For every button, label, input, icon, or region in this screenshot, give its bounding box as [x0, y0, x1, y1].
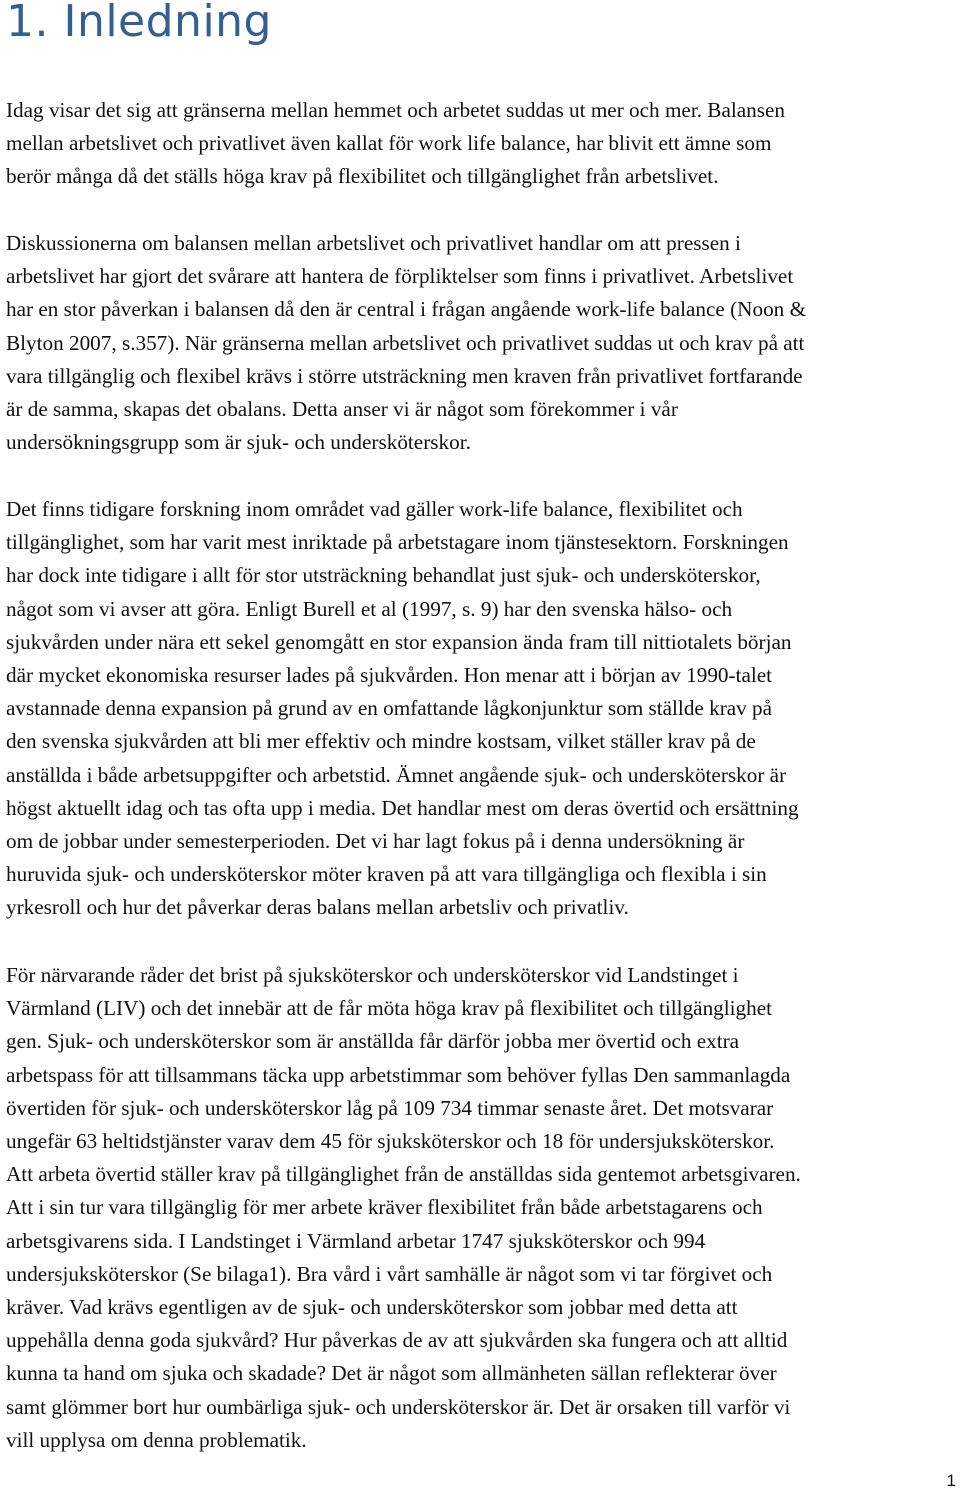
text-line: Att arbeta övertid ställer krav på tillgänglighet från de anställdas sida gentemot arbetsgivaren. [6, 1162, 801, 1187]
text-line: Det finns tidigare forskning inom området vad gäller work-life balance, flexibilitet och [6, 497, 743, 521]
text-line: undersjuksköterskor (Se bilaga1). Bra vård i vårt samhälle är något som vi tar förgivet och [6, 1261, 773, 1286]
page-number: 1 [946, 1471, 956, 1490]
text-line: Idag visar det sig att gränserna mellan hemmet och arbetet suddas ut mer och mer. Balansen [6, 98, 785, 122]
text-line: arbetsgivarens sida. I Landstinget i Värmland arbetar 1747 sjuksköterskor och 994 [6, 1228, 706, 1253]
text-line: mellan arbetslivet och privatlivet även kallat för work life balance, har blivit ett ämne som [6, 131, 772, 156]
text-line: huruvida sjuk- och undersköterskor möter kraven på att vara tillgängliga och flexibla i sin [6, 862, 767, 887]
text-line: uppehålla denna goda sjukvård? Hur påverkas de av att sjukvården ska fungera och att alltid [6, 1328, 788, 1353]
text-line: anställda i både arbetsuppgifter och arbetstid. Ämnet angående sjuk- och undersköterskor är [6, 762, 787, 787]
text-line: Att i sin tur vara tillgänglig för mer arbete kräver flexibilitet från både arbetstagarens och [6, 1195, 763, 1220]
text-line: Diskussionerna om balansen mellan arbetslivet och privatlivet handlar om att pressen i [6, 231, 741, 255]
text-line: har en stor påverkan i balansen då den är central i frågan angående work-life balance (Noon & [6, 297, 807, 322]
text-line: Värmland (LIV) och det innebär att de får möta höga krav på flexibilitet och tillgänglighet [6, 996, 773, 1021]
text-line: tillgänglighet, som har varit mest inriktade på arbetstagare inom tjänstesektorn. Forskningen [6, 530, 789, 555]
text-line: har dock inte tidigare i allt för stor utsträckning behandlat just sjuk- och undersköterskor, [6, 563, 761, 588]
text-line: arbetspass för att tillsammans täcka upp arbetstimmar som behöver fyllas Den sammanlagda [6, 1062, 791, 1087]
text-line: något som vi avser att göra. Enligt Burell et al (1997, s. 9) har den svenska hälso- och [6, 596, 733, 621]
text-line: yrkesroll och hur det påverkar deras balans mellan arbetsliv och privatliv. [6, 895, 629, 920]
text-line: arbetslivet har gjort det svårare att hantera de förpliktelser som finns i privatlivet. Arbetslivet [6, 264, 794, 289]
text-line: vill upplysa om denna problematik. [6, 1427, 307, 1452]
text-line: För närvarande råder det brist på sjuksköterskor och undersköterskor vid Landstinget i [6, 963, 739, 987]
paragraph-2 [6, 227, 950, 459]
text-line: samt glömmer bort hur oumbärliga sjuk- och undersköterskor är. Det är orsaken till varför vi [6, 1394, 791, 1419]
text-line: är de samma, skapas det obalans. Detta anser vi är något som förekommer i vår [6, 397, 678, 422]
paragraph-1 [6, 94, 950, 194]
text-line: sjukvården under nära ett sekel genomgått en stor expansion ända fram till nittiotalets början [6, 629, 792, 654]
text-line: ungefär 63 heltidstjänster varav dem 45 för sjuksköterskor och 18 för undersjuksköterskor. [6, 1129, 775, 1154]
text-line: högst aktuellt idag och tas ofta upp i media. Det handlar mest om deras övertid och ersättning [6, 795, 799, 820]
text-line: där mycket ekonomiska resurser lades på sjukvården. Hon menar att i början av 1990-talet [6, 663, 773, 688]
text-line: kräver. Vad krävs egentligen av de sjuk- och undersköterskor som jobbar med detta att [6, 1295, 738, 1320]
text-line: den svenska sjukvården att bli mer effektiv och mindre kostsam, vilket ställer krav på de [6, 729, 756, 754]
text-line: övertiden för sjuk- och undersköterskor låg på 109 734 timmar senaste året. Det motsvarar [6, 1095, 774, 1120]
paragraph-3 [6, 493, 950, 925]
text-line: Blyton 2007, s.357). När gränserna mellan arbetslivet och privatlivet suddas ut och krav på att [6, 330, 805, 355]
text-line: kunna ta hand om sjuka och skadade? Det är något som allmänheten sällan reflekterar över [6, 1361, 777, 1386]
text-line: gen. Sjuk- och undersköterskor som är anställda får därför jobba mer övertid och extra [6, 1029, 740, 1054]
text-line: avstannade denna expansion på grund av en omfattande lågkonjunktur som ställde krav på [6, 696, 773, 721]
paragraph-4 [6, 959, 950, 1457]
text-line: vara tillgänglig och flexibel krävs i större utsträckning men kraven från privatlivet fortfarande [6, 363, 803, 388]
text-line: undersökningsgrupp som är sjuk- och undersköterskor. [6, 430, 471, 455]
text-line: berör många då det ställs höga krav på flexibilitet och tillgänglighet från arbetslivet. [6, 164, 719, 189]
text-line: om de jobbar under semesterperioden. Det vi har lagt fokus på i denna undersökning är [6, 829, 745, 854]
section-heading: 1. Inledning [6, 0, 272, 47]
